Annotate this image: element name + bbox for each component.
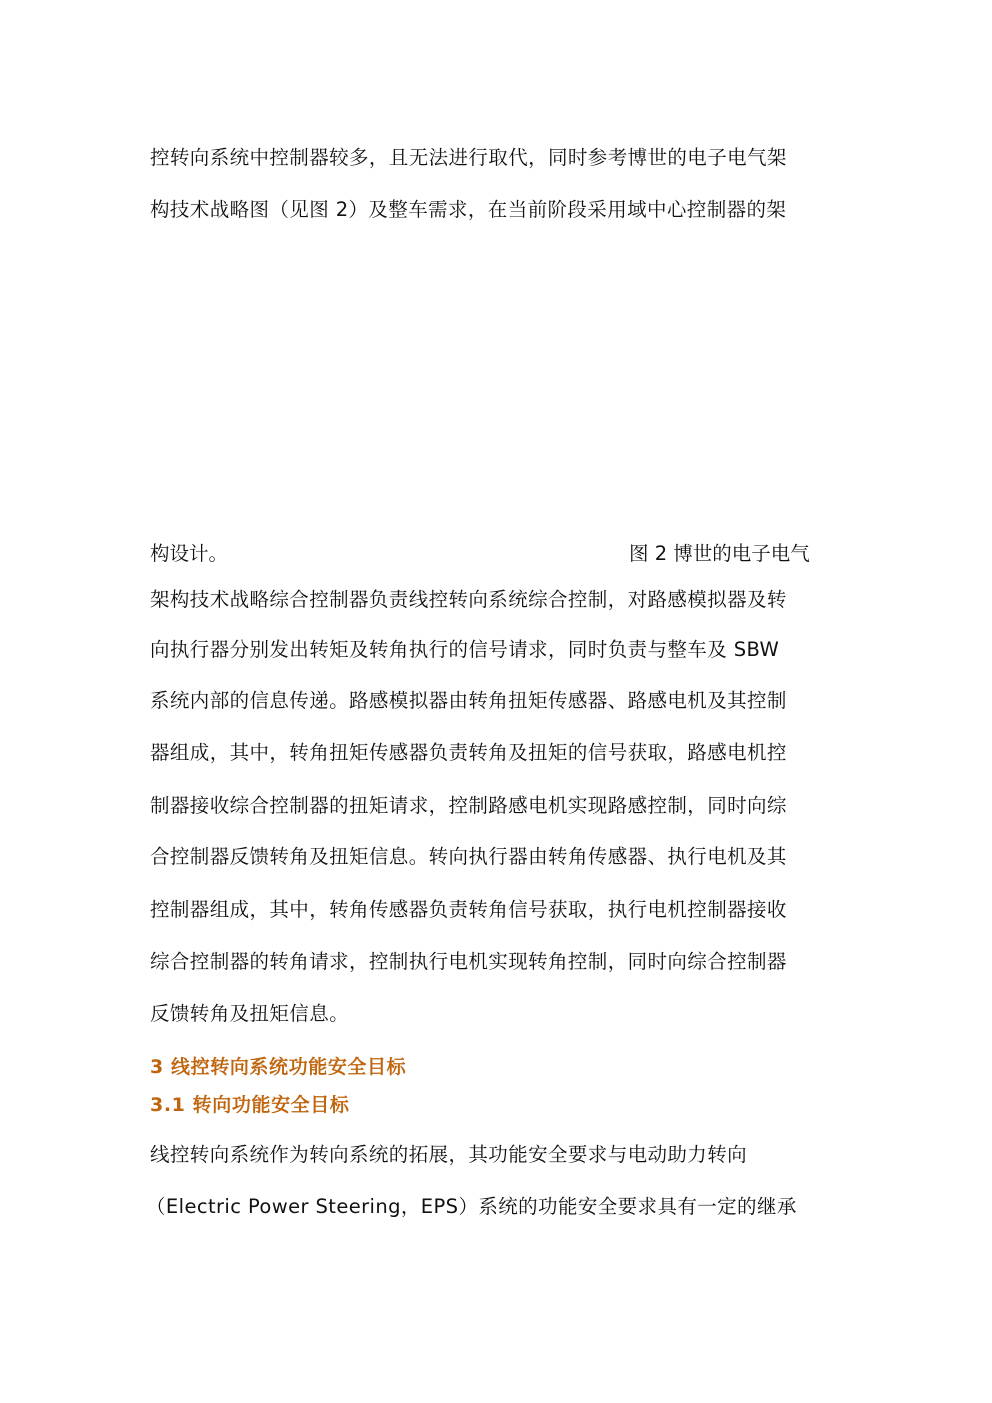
figure-2-placeholder [150,250,840,520]
intro-line-1: 控转向系统中控制器较多，且无法进行取代，同时参考博世的电子电气架 [150,146,787,169]
subsection-heading: 3.1 转向功能安全目标 [150,1094,350,1116]
section-heading: 3 线控转向系统功能安全目标 [150,1056,407,1078]
body-line-6: 合控制器反馈转角及扭矩信息。转向执行器由转角传感器、执行电机及其 [150,845,787,868]
intro-line-2: 构技术战略图（见图 2）及整车需求，在当前阶段采用域中心控制器的架 [150,198,787,221]
body-line-4: 器组成，其中，转角扭矩传感器负责转角及扭矩的信号获取，路感电机控 [150,741,787,764]
intro-line-3: 构设计。 [150,542,229,565]
eps-line-1: 线控转向系统作为转向系统的拓展，其功能安全要求与电动助力转向 [150,1143,748,1166]
body-line-9: 反馈转角及扭矩信息。 [150,1002,350,1025]
body-line-3: 系统内部的信息传递。路感模拟器由转角扭矩传感器、路感电机及其控制 [150,689,787,712]
body-line-1: 架构技术战略综合控制器负责线控转向系统综合控制，对路感模拟器及转 [150,588,787,611]
body-line-5: 制器接收综合控制器的扭矩请求，控制路感电机实现路感控制，同时向综 [150,794,787,817]
figure-caption: 图 2 博世的电子电气 [629,542,810,565]
eps-line-2: （Electric Power Steering，EPS）系统的功能安全要求具有一定的继承 [146,1195,797,1218]
body-line-8: 综合控制器的转角请求，控制执行电机实现转角控制，同时向综合控制器 [150,950,787,973]
body-line-7: 控制器组成，其中，转角传感器负责转角信号获取，执行电机控制器接收 [150,898,787,921]
body-line-2: 向执行器分别发出转矩及转角执行的信号请求，同时负责与整车及 SBW [150,638,780,661]
